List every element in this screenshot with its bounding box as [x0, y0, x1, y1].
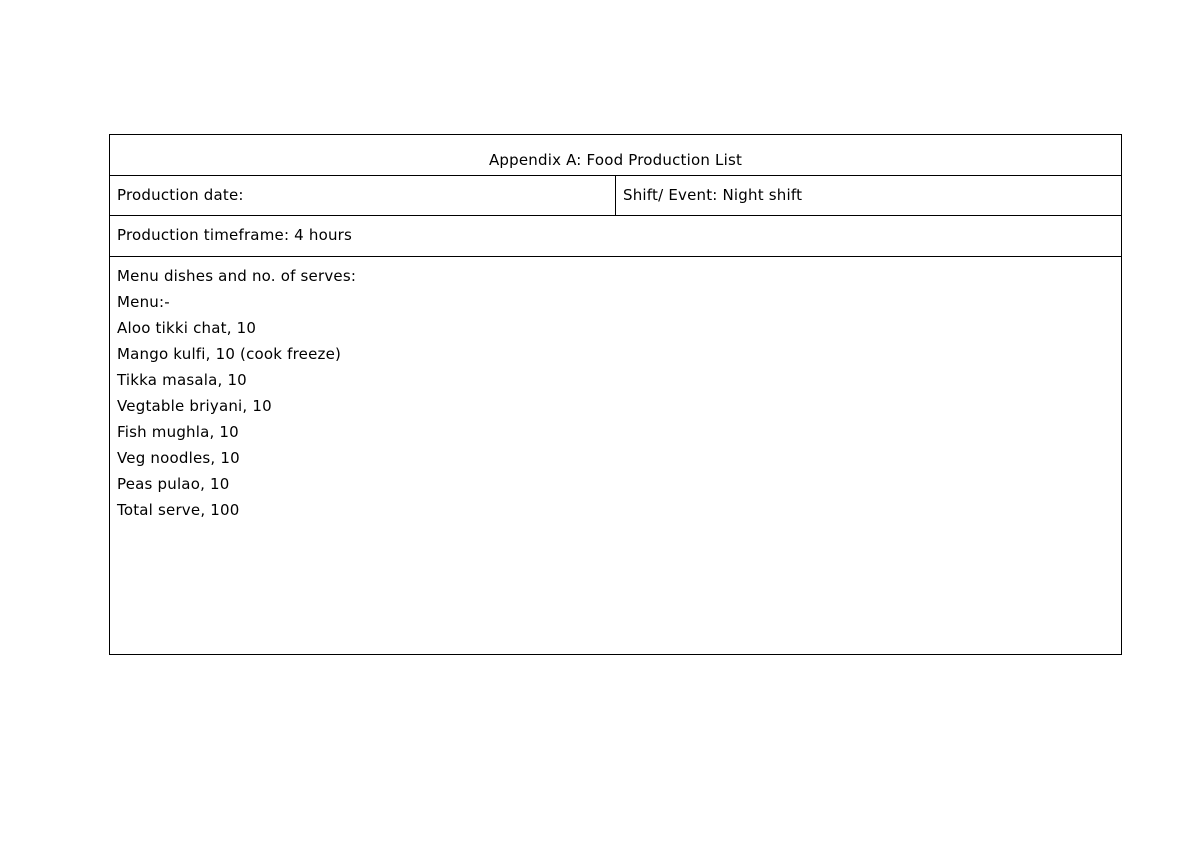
menu-list: [117, 266, 356, 526]
menu-row: [110, 257, 1121, 654]
menu-line: Aloo tikki chat, 10: [117, 319, 257, 337]
timeframe-row: [110, 216, 1121, 257]
date-shift-row: [110, 176, 1121, 216]
menu-line: Peas pulao, 10: [117, 475, 230, 493]
shift-event-label: Shift/ Event: Night shift: [623, 186, 803, 204]
shift-event-cell: [616, 176, 1121, 215]
production-date-cell: [110, 176, 616, 215]
menu-line: Menu:-: [117, 293, 170, 311]
menu-line: Tikka masala, 10: [117, 371, 247, 389]
menu-line: Fish mughla, 10: [117, 423, 239, 441]
form-title-row: [110, 135, 1121, 176]
menu-line: Vegtable briyani, 10: [117, 397, 272, 415]
menu-line: Veg noodles, 10: [117, 449, 240, 467]
menu-total-line: Total serve, 100: [117, 501, 240, 519]
production-date-label: Production date:: [117, 186, 244, 204]
menu-heading: Menu dishes and no. of serves:: [117, 267, 357, 285]
food-production-form: [109, 134, 1122, 655]
menu-line: Mango kulfi, 10 (cook freeze): [117, 345, 342, 363]
production-timeframe-label: Production timeframe: 4 hours: [117, 226, 353, 244]
form-title: Appendix A: Food Production List: [488, 151, 743, 169]
